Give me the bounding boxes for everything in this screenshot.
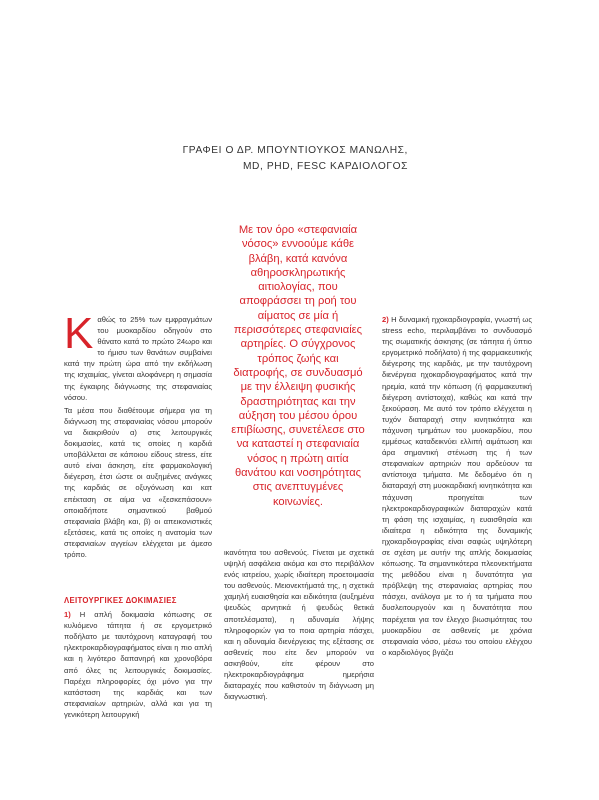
author-credentials: MD, PHD, FESC ΚΑΡΔΙΟΛΟΓΟΣ [242, 161, 408, 172]
body-paragraph: Τα μέσα που διαθέτουμε σήμερα για τη διάγνωση της στεφανιαίας νόσου μπορούν να διακριθούν α) στις λειτουργικές δοκιμασίες, κατά τις οποίες η καρδιά υποβάλλεται σε κάποιου είδους stress, είτε αυτό είναι άσκηση, είτε φαρμακολογική διέγερση, έτσι ώστε οι αυξημένες ανάγκες της καρδιάς σε οξυγόνωση και κατ επέκταση σε αίμα να «ξεσκεπάσουν» οποιαδήποτε σημαντικού βαθμού στεφανιαία βλάβη και, β) οι απεικονιστικές εξετάσεις, κατά τις οποίες η ανατομία των στεφανιαίων αγγείων ελέγχεται με άμεσο τρόπο. [64, 405, 212, 559]
article-column-1 [64, 309, 212, 560]
item-number: 1) [64, 610, 71, 620]
article-column-1-section [64, 595, 212, 720]
author-line: ΓΡΑΦΕΙ Ο ΔΡ. ΜΠΟΥΝΤΙΟΥΚΟΣ ΜΑΝΩΛΗΣ, [182, 145, 408, 156]
body-paragraph: 1) Η απλή δοκιμασία κόπωσης σε κυλιόμενο τάπητα ή σε εργομετρικό ποδήλατο με ταυτόχρονη καταγραφή του ηλεκτροκαρδιογραφήματος είναι η πιο απλή και η λιγότερο δαπανηρή και χρονοβόρα από όλες τις λειτουργικές δοκιμασίες. Παρέχει πληροφορίες όχι μόνο για την κατάσταση της καρδιάς και των στεφανιαίων αρτηριών, αλλά και για τη γενικότερη λειτουργική [64, 610, 212, 719]
section-heading: ΛΕΙΤΟΥΡΓΙΚΕΣ ΔΟΚΙΜΑΣΙΕΣ [64, 596, 177, 605]
body-paragraph: ικανότητα του ασθενούς. Γίνεται με σχετικά υψηλή ασφάλεια ακόμα και στο περιβάλλον ενός ιατρείου, χωρίς ιδιαίτερη προετοιμασία του ασθενούς. Μειονεκτήματά της, η σχετικά χαμηλή ευαισθησία και ειδικότητα (αυξημένα ψευδώς αρνητικά ή ψευδώς θετικά αποτελέσματα), η αδυναμία λήψης πληροφοριών για το ποια αρτηρία πάσχει, και η αδυναμία διενέργειας της εξέτασης σε ασθενείς που είτε δεν μπορούν να ασκηθούν, είτε φέρουν στο ηλεκτροκαρδιογράφημα ημερήσια διαταραχές που καθιστούν τη διάγνωση μη διαγνωστική. [224, 548, 374, 702]
item-number: 2) [382, 315, 389, 324]
article-column-2 [224, 547, 374, 702]
body-paragraph: 2) Η δυναμική ηχοκαρδιογραφία, γνωστή ως stress echo, περιλαμβάνει το συνδυασμό της σωματικής άσκησης (σε τάπητα ή ύπτιο εργομετρικό ποδήλατο) ή της φαρμακευτικής διέγερσης της καρδιάς, με την ταυτόχρονη διενέργεια ηχοκαρδιογραφήματος κατά την ηρεμία, κατά την κόπωση (ή φαρμακευτική διέγερση αντίστοιχα), καθώς και κατά την ξεκούραση. Με αυτό τον τρόπο ελέγχεται η τυχόν διαταραχή στην κινητικότητα και πάχυνση τμημάτων του μυοκαρδίου, που εμμέσως καταδεικνύει ελλιπή αιμάτωση και άρα σημαντική στένωση της ή των στεφανιαίων αρτηριών που αρδεύουν τα αντίστοιχα τμήματα. Με δεδομένο ότι η διαταραχή στη μυοκαρδιακή κινητικότητα και πάχυνση προηγείται των ηλεκτροκαρδιογραφικών διαταραχών κατά τη φάση της ισχαιμίας, η ευαισθησία και ιδιαίτερα η ειδικότητα της δυναμικής ηχοκαρδιογραφίας είναι σαφώς υψηλότερη σε σχέση με αυτήν της απλής δοκιμασίας κόπωσης. Τα σημαντικότερα πλεονεκτήματα της μεθόδου είναι η δυνατότητα για πρόβλεψη της στεφανιαίας αρτηρίας που πάσχει, ανάλογα με το ή τα τμήματα που δυσλειτουργούν και η δυνατότητα που παρέχεται για τον έλεγχο βιωσιμότητας του μυοκαρδίου σε ασθενείς με χρόνια στεφανιαία νόσο, μέσω του οποίου ελέγχου ο καρδιολόγος βγάζει [382, 315, 532, 657]
pull-quote: Με τον όρο «στεφανιαία νόσος» εννοούμε κάθε βλάβη, κατά κανόνα αθηροσκληρωτικής αιτιολογίας, που αποφράσσει τη ροή του αίματος σε μία ή περισσότερες στεφανιαίες αρτηρίες. Ο σύγχρονος τρόπος ζωής και διατροφής, σε συνδυασμό με την έλλειψη φυσικής δραστηριότητας και την αύξηση του μέσου όρου επιβίωσης, συνετέλεσε στο να καταστεί η στεφανιαία νόσος η πρώτη αιτία θανάτου και νοσηρότητας στις ανεπτυγμένες κοινωνίες. [231, 224, 365, 508]
byline [150, 143, 408, 175]
drop-cap: Κ [64, 309, 94, 358]
article-column-3 [382, 314, 532, 658]
intro-paragraph: Καθώς το 25% των εμφραγμάτων του μυοκαρδίου οδηγούν στο θάνατο κατά το πρώτο 24ωρο και το ήμισυ των θανάτων συμβαίνει κατά την πρώτη ώρα από την εκδήλωση της ισχαιμίας, γίνεται αλοφάνερη η σημασία της έγκαιρης διάγνωσης της στεφανιαίας νόσου. [64, 309, 212, 402]
